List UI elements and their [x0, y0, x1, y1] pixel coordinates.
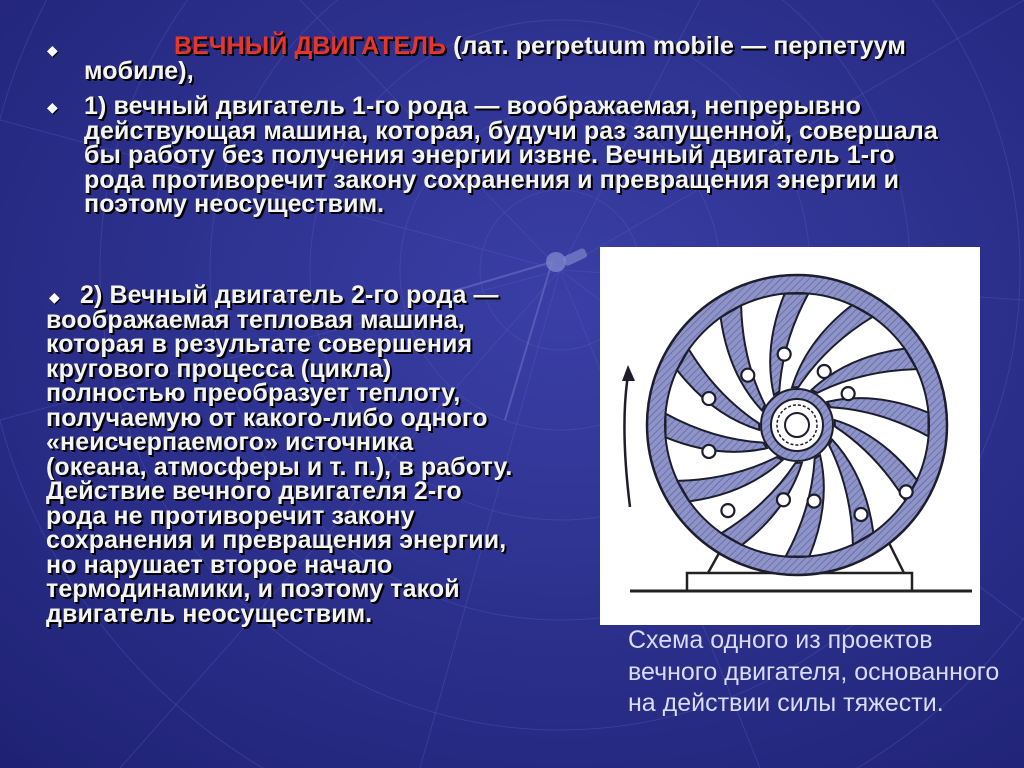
wheel-ball [702, 445, 715, 458]
wheel-ball [818, 365, 831, 378]
first-kind-paragraph: 1) вечный двигатель 1-го рода — воображаемая, непрерывно действующая машина, которая, будучи раз запущенной, совершала бы работу без получения энергии извне. Вечный двигатель 1-го рода противоречит закону сохранения и превращения энергии и поэтому неосуществим. [84, 92, 938, 218]
second-kind-text: 2) Вечный двигатель 2-го рода — воображаемая тепловая машина, которая в результате совершения кругового процесса (цикла) полностью преобразует теплоту, получаемую от какого-либо одного «неисчерпаемого» источника (океана, атмосферы и т. п.), в работу. Действие вечного двигателя 2-го рода не противоречит закону сохранения и превращения энергии, но нарушает второе начало термодинамики, и поэтому такой двигатель неосуществим. [46, 281, 513, 628]
gravity-wheel-icon [600, 247, 980, 625]
bullet-icon: ◆ [47, 42, 58, 58]
gravity-wheel-figure [600, 247, 980, 625]
second-kind-paragraph [46, 283, 516, 626]
wheel-ball [741, 369, 754, 382]
wheel-ball [721, 504, 734, 517]
bullet-icon: ◆ [49, 289, 60, 305]
figure-caption: Схема одного из проектов вечного двигателя, основанного на действии силы тяжести. [628, 626, 1000, 717]
term-highlight: ВЕЧНЫЙ ДВИГАТЕЛЬ [174, 32, 447, 60]
bullet-icon: ◆ [47, 99, 58, 115]
wheel-ball [778, 348, 791, 361]
wheel-ball [777, 493, 790, 506]
wheel-ball [854, 508, 867, 521]
wheel-ball [900, 485, 913, 498]
wheel-ball [842, 387, 855, 400]
term-latin-name: (лат. perpetuum mobile — перпетуум мобиле), [84, 32, 906, 85]
definition-paragraph [84, 34, 944, 83]
wheel-ball [808, 495, 821, 508]
wheel-ball [702, 392, 715, 405]
